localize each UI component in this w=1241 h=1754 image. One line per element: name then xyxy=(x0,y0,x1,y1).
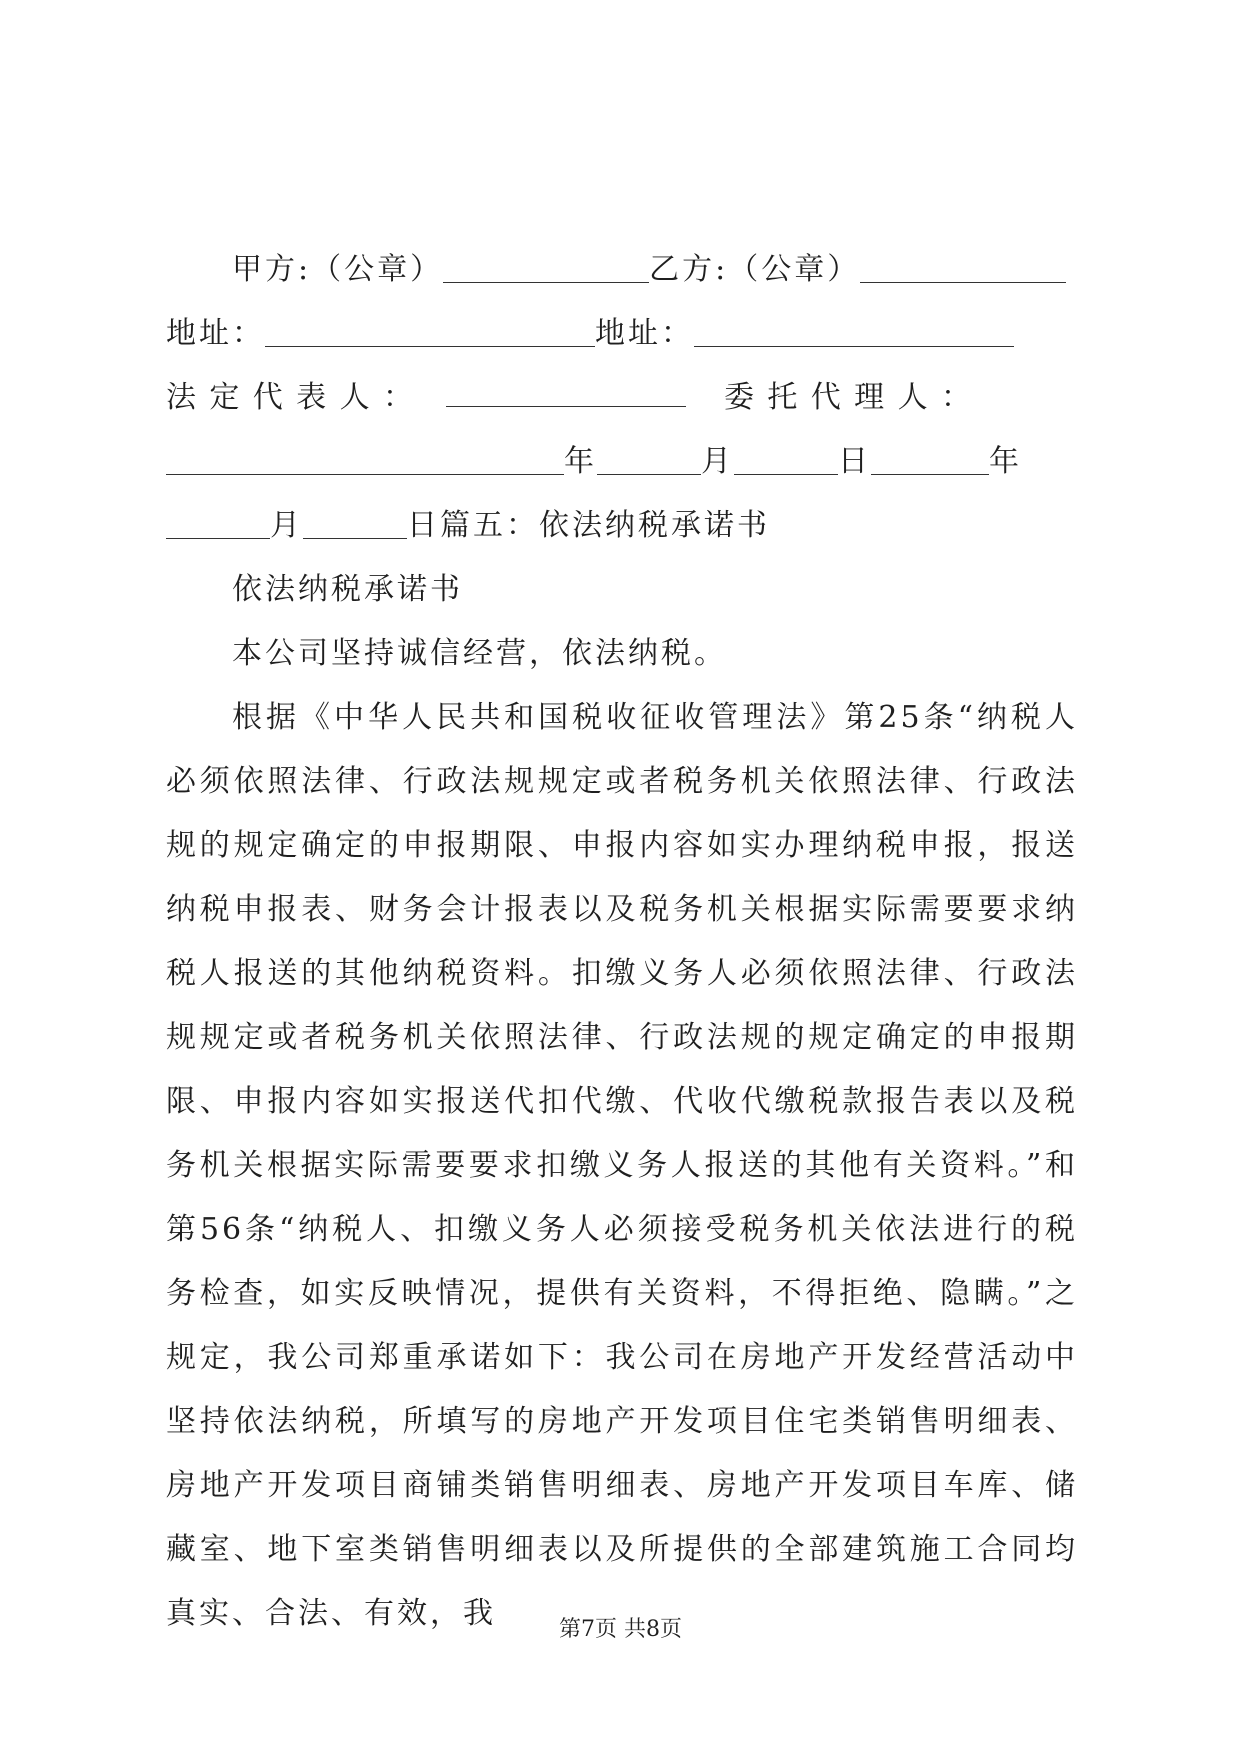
month-label-2: 月 xyxy=(270,508,303,543)
date-blank-3 xyxy=(734,444,838,475)
address-a-blank xyxy=(265,316,595,347)
address-a-label: 地址： xyxy=(166,316,265,351)
date-line-2 xyxy=(166,494,1078,558)
agent-label: 委 托 代 理 人 ： xyxy=(724,380,974,415)
date-line-1 xyxy=(166,430,1078,494)
body-paragraph xyxy=(166,686,1078,1646)
party-line xyxy=(166,238,1078,302)
year-label-1: 年 xyxy=(564,444,597,479)
party-b-label: 乙方:（公章） xyxy=(649,252,861,287)
date-blank-5 xyxy=(166,508,270,539)
year-label-2: 年 xyxy=(989,444,1022,479)
intro-paragraph: 本公司坚持诚信经营，依法纳税。 xyxy=(232,636,727,671)
body-text: 根据《中华人民共和国税收征收管理法》第25条“纳税人必须依照法律、行政法规规定或者税务机关依照法律、行政法规的规定确定的申报期限、申报内容如实办理纳税申报，报送纳税申报表、财务会计报表以及税务机关根据实际需要要求纳税人报送的其他纳税资料。扣缴义务人必须依照法律、行政法规规定或者税务机关依照法律、行政法规的规定确定的申报期限、申报内容如实报送代扣代缴、代收代缴税款报告表以及税务机关根据实际需要要求扣缴义务人报送的其他有关资料。”和第56条“纳税人、扣缴义务人必须接受税务机关依法进行的税务检查，如实反映情况，提供有关资料，不得拒绝、隐瞒。”之规定，我公司郑重承诺如下：我公司在房地产开发经营活动中坚持依法纳税，所填写的房地产开发项目住宅类销售明细表、房地产开发项目商铺类销售明细表、房地产开发项目车库、储藏室、地下室类销售明细表以及所提供的全部建筑施工合同均真实、合法、有效，我 xyxy=(166,700,1078,1631)
section-heading: 日篇五：依法纳税承诺书 xyxy=(407,508,770,543)
month-label-1: 月 xyxy=(701,444,734,479)
legal-rep-blank xyxy=(446,376,686,407)
day-label-1: 日 xyxy=(838,444,871,479)
party-a-label: 甲方:（公章） xyxy=(232,252,444,287)
page-footer: 第7页 共8页 xyxy=(559,1617,682,1642)
party-b-blank xyxy=(860,252,1066,283)
date-blank-4 xyxy=(871,444,989,475)
date-blank-1 xyxy=(166,444,564,475)
document-title: 依法纳税承诺书 xyxy=(232,572,463,607)
document-content xyxy=(166,238,1078,1646)
address-line xyxy=(166,302,1078,366)
date-blank-6 xyxy=(303,508,407,539)
representative-line xyxy=(166,366,1078,430)
address-b-label: 地址： xyxy=(595,316,694,351)
address-b-blank xyxy=(694,316,1014,347)
party-a-blank xyxy=(443,252,649,283)
date-blank-2 xyxy=(597,444,701,475)
legal-rep-label: 法 定 代 表 人 ： xyxy=(166,380,416,415)
